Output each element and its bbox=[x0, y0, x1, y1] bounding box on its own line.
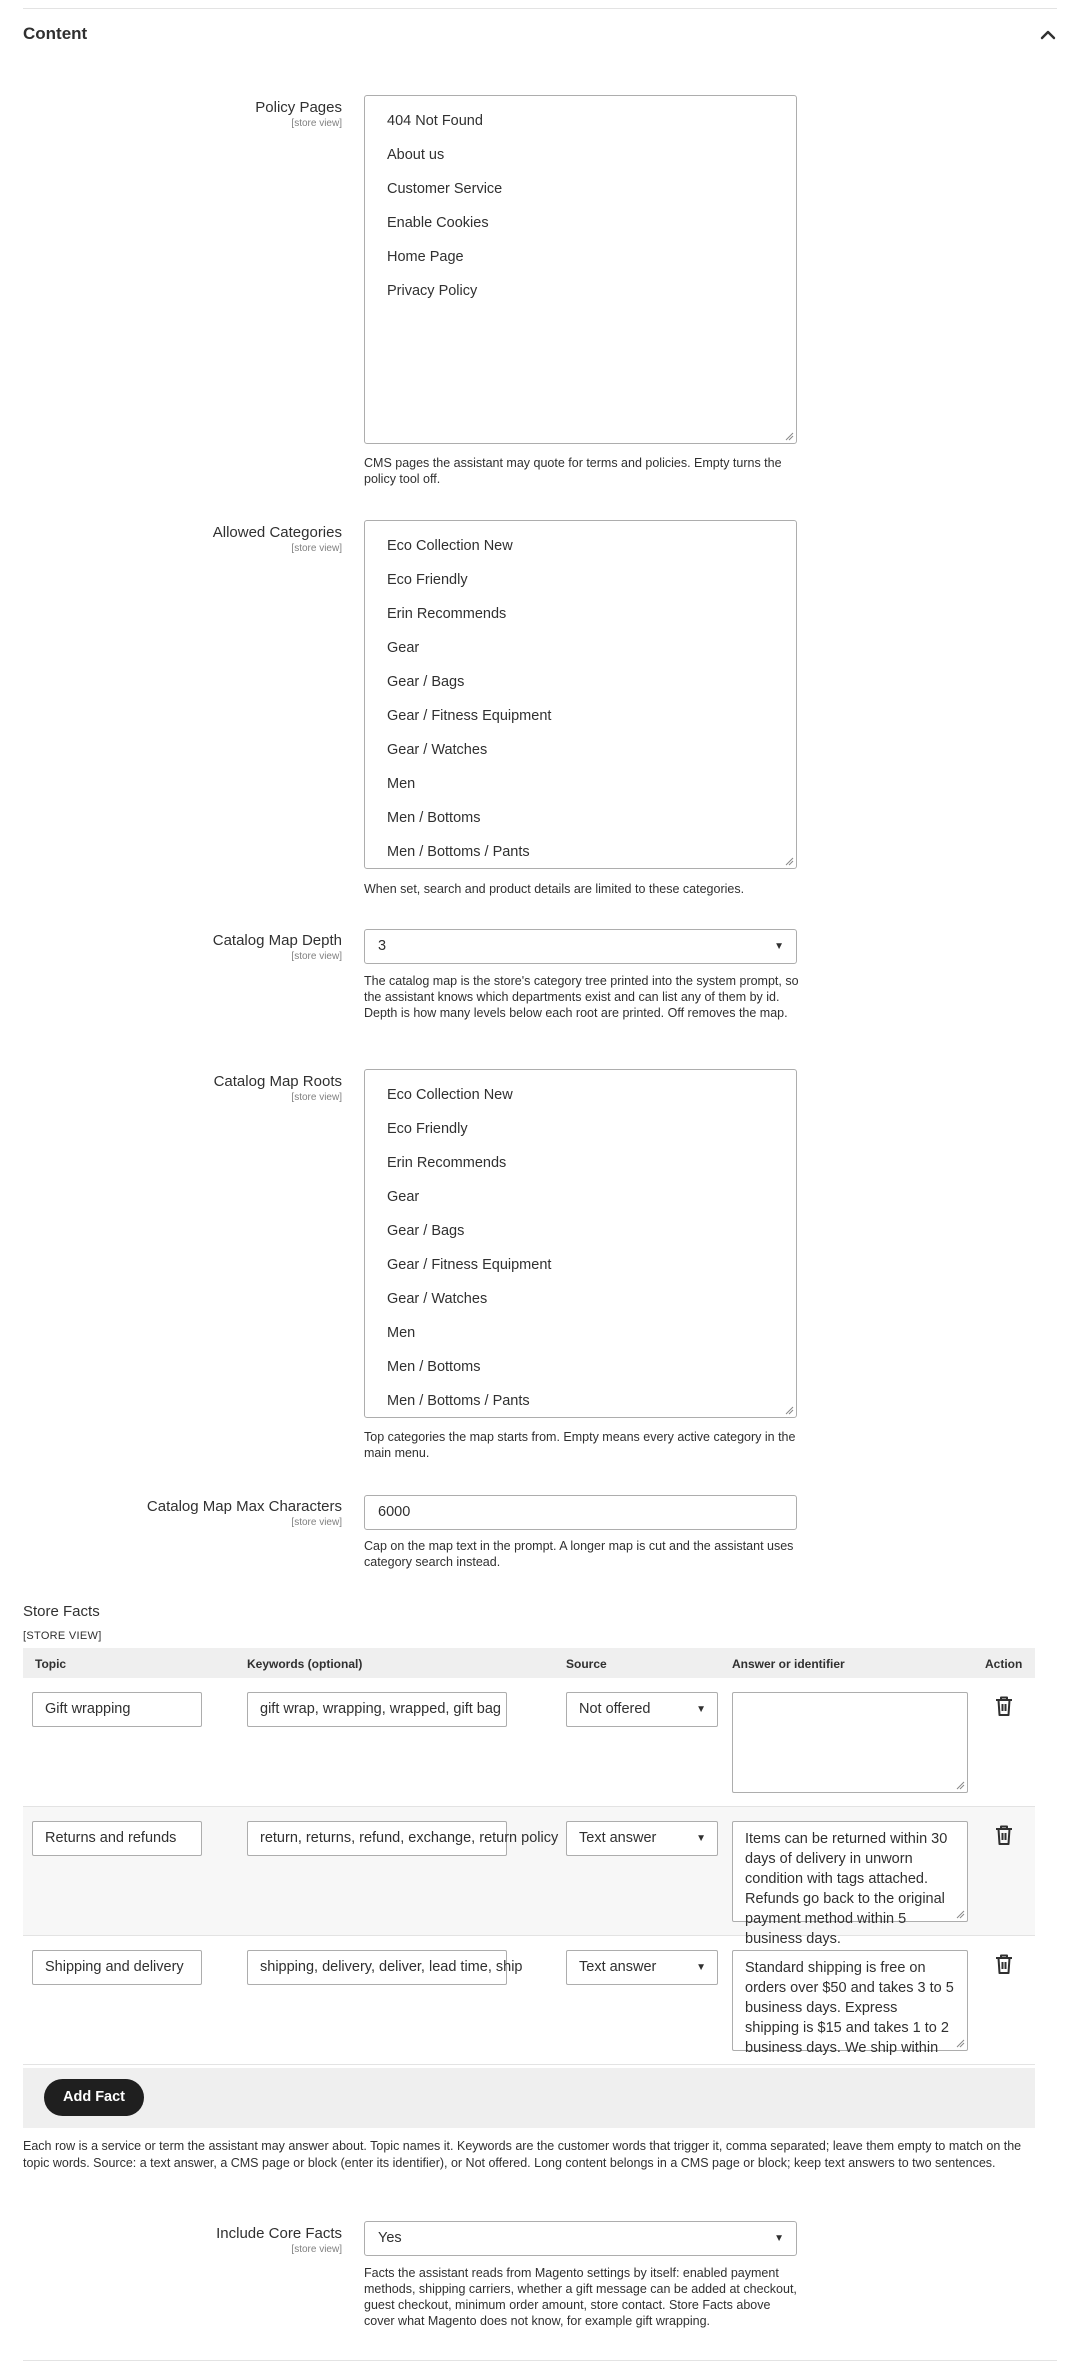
fact-source-value: Text answer bbox=[579, 1830, 657, 1846]
list-item[interactable]: Gear / Fitness Equipment bbox=[387, 1257, 552, 1273]
list-item[interactable]: Gear bbox=[387, 1189, 420, 1205]
allowed-categories-label: Allowed Categories [store view] bbox=[212, 524, 342, 554]
list-item[interactable]: Men / Bottoms bbox=[387, 810, 481, 826]
fact-topic-input[interactable]: Returns and refunds bbox=[32, 1821, 202, 1856]
section-title: Content bbox=[23, 24, 88, 43]
catalog-map-depth-label: Catalog Map Depth [store view] bbox=[212, 932, 342, 962]
catalog-map-depth-note: The catalog map is the store's category tree printed into the system prompt, so the assistant knows which departments exist and can list any of them by id. Depth is how many levels below each root are printed. Off removes the map. bbox=[364, 974, 799, 1020]
catalog-map-roots-multiselect[interactable] bbox=[364, 1069, 797, 1418]
allowed-categories-note: When set, search and product details are limited to these categories. bbox=[364, 882, 745, 896]
list-item[interactable]: Customer Service bbox=[387, 181, 503, 197]
top-divider bbox=[23, 8, 1057, 9]
fact-source-select[interactable] bbox=[566, 1821, 718, 1856]
fact-answer-textarea[interactable] bbox=[732, 1821, 968, 1947]
list-item[interactable]: Eco Collection New bbox=[387, 538, 513, 554]
catalog-map-depth-select[interactable] bbox=[364, 929, 797, 964]
fact-topic-input[interactable]: Shipping and delivery bbox=[32, 1950, 202, 1985]
store-facts-scope: [STORE VIEW] bbox=[23, 1630, 102, 1642]
list-item[interactable]: Gear / Fitness Equipment bbox=[387, 708, 552, 724]
list-item[interactable]: Men bbox=[387, 1325, 416, 1341]
policy-pages-note: CMS pages the assistant may quote for terms and policies. Empty turns the policy tool off. bbox=[364, 456, 782, 486]
column-topic: Topic bbox=[35, 1657, 67, 1671]
add-fact-button[interactable]: Add Fact bbox=[44, 2079, 144, 2116]
caret-down-icon: ▼ bbox=[696, 1833, 706, 1844]
catalog-map-roots-note: Top categories the map starts from. Empty means every active category in the main menu. bbox=[364, 1430, 796, 1460]
catalog-map-depth-value: 3 bbox=[378, 938, 387, 954]
list-item[interactable]: Gear / Bags bbox=[387, 674, 465, 690]
include-core-facts-note: Facts the assistant reads from Magento settings by itself: enabled payment methods, shipping carriers, whether a gift message can be added at checkout, guest checkout, minimum order amount, store contact. Store Facts above cover what Magento does not know, for example gift wrapping. bbox=[364, 2266, 797, 2328]
list-item[interactable]: Gear / Watches bbox=[387, 742, 488, 758]
resize-handle-icon[interactable] bbox=[784, 431, 794, 441]
store-facts-grid-header bbox=[23, 1648, 1035, 1678]
fact-answer-text: Items can be returned within 30 days of delivery in unworn condition with tags attached. Refunds go back to the original payment method within 5 business days. bbox=[745, 1831, 948, 1947]
list-item[interactable]: Erin Recommends bbox=[387, 1155, 507, 1171]
caret-down-icon: ▼ bbox=[696, 1704, 706, 1715]
catalog-map-max-label: Catalog Map Max Characters [store view] bbox=[146, 1498, 342, 1528]
table-row bbox=[23, 1936, 1035, 2065]
resize-handle-icon[interactable] bbox=[955, 1780, 965, 1790]
caret-down-icon: ▼ bbox=[774, 2233, 784, 2244]
list-item[interactable]: Enable Cookies bbox=[387, 215, 489, 231]
fact-answer-text: Standard shipping is free on orders over $50 and takes 3 to 5 business days. Express shipping is $15 and takes 1 to 2 business days. We ship within bbox=[745, 1960, 954, 2056]
list-item[interactable]: Gear / Bags bbox=[387, 1223, 465, 1239]
list-item[interactable]: Eco Friendly bbox=[387, 572, 468, 588]
column-source: Source bbox=[566, 1657, 607, 1671]
delete-trash-icon[interactable] bbox=[994, 1695, 1014, 1717]
catalog-map-max-input[interactable]: 6000 bbox=[364, 1495, 797, 1530]
list-item[interactable]: Men / Bottoms / Pants bbox=[387, 844, 530, 860]
list-item[interactable]: 404 Not Found bbox=[387, 113, 483, 129]
caret-down-icon: ▼ bbox=[774, 941, 784, 952]
store-facts-note: Each row is a service or term the assistant may answer about. Topic names it. Keywords are the customer words that trigger it, comma separated; leave them empty to match on the topic words. Source: a text answer, a CMS page or block (enter its identifier), or Not offered. Long content belongs in a CMS page or block; keep text answers to two sentences. bbox=[23, 2139, 1022, 2170]
column-action: Action bbox=[985, 1657, 1023, 1671]
table-row bbox=[23, 1807, 1035, 1947]
list-item[interactable]: Eco Friendly bbox=[387, 1121, 468, 1137]
include-core-facts-label: Include Core Facts [store view] bbox=[216, 2225, 342, 2255]
caret-down-icon: ▼ bbox=[696, 1962, 706, 1973]
list-item[interactable]: Gear / Watches bbox=[387, 1291, 488, 1307]
resize-handle-icon[interactable] bbox=[784, 1405, 794, 1415]
list-item[interactable]: Men bbox=[387, 776, 416, 792]
allowed-categories-multiselect[interactable] bbox=[364, 520, 797, 869]
fact-topic-input[interactable]: Gift wrapping bbox=[32, 1692, 202, 1727]
store-facts-title: Store Facts bbox=[23, 1603, 100, 1620]
fact-source-select[interactable] bbox=[566, 1950, 718, 1985]
add-fact-bar bbox=[23, 2068, 1035, 2128]
include-core-facts-select[interactable] bbox=[364, 2221, 797, 2256]
fact-keywords-input[interactable]: return, returns, refund, exchange, return policy bbox=[247, 1821, 507, 1856]
table-row bbox=[23, 1678, 1035, 1807]
policy-pages-label: Policy Pages [store view] bbox=[255, 99, 342, 129]
include-core-facts-value: Yes bbox=[378, 2230, 402, 2246]
list-item[interactable]: Men / Bottoms bbox=[387, 1359, 481, 1375]
fact-keywords-input[interactable]: gift wrap, wrapping, wrapped, gift bag bbox=[247, 1692, 507, 1727]
column-keywords: Keywords (optional) bbox=[247, 1657, 363, 1671]
list-item[interactable]: Eco Collection New bbox=[387, 1087, 513, 1103]
catalog-map-roots-label: Catalog Map Roots [store view] bbox=[213, 1073, 342, 1103]
list-item[interactable]: About us bbox=[387, 147, 445, 163]
list-item[interactable]: Home Page bbox=[387, 249, 464, 265]
catalog-map-max-note: Cap on the map text in the prompt. A longer map is cut and the assistant uses category search instead. bbox=[364, 1539, 794, 1569]
resize-handle-icon[interactable] bbox=[784, 856, 794, 866]
fact-answer-textarea[interactable] bbox=[732, 1692, 968, 1793]
list-item[interactable]: Men / Bottoms / Pants bbox=[387, 1393, 530, 1409]
policy-pages-multiselect[interactable] bbox=[364, 95, 797, 444]
resize-handle-icon[interactable] bbox=[955, 2038, 965, 2048]
resize-handle-icon[interactable] bbox=[955, 1909, 965, 1919]
content-section-header[interactable] bbox=[23, 24, 1057, 50]
fact-answer-textarea[interactable] bbox=[732, 1950, 968, 2056]
list-item[interactable]: Erin Recommends bbox=[387, 606, 507, 622]
fact-source-select[interactable] bbox=[566, 1692, 718, 1727]
column-answer: Answer or identifier bbox=[732, 1657, 845, 1671]
delete-trash-icon[interactable] bbox=[994, 1953, 1014, 1975]
chevron-up-icon[interactable] bbox=[1039, 26, 1057, 44]
delete-trash-icon[interactable] bbox=[994, 1824, 1014, 1846]
bottom-divider bbox=[23, 2360, 1057, 2361]
list-item[interactable]: Gear bbox=[387, 640, 420, 656]
fact-keywords-input[interactable]: shipping, delivery, deliver, lead time, ship bbox=[247, 1950, 507, 1985]
list-item[interactable]: Privacy Policy bbox=[387, 283, 478, 299]
fact-source-value: Not offered bbox=[579, 1701, 651, 1717]
fact-source-value: Text answer bbox=[579, 1959, 657, 1975]
